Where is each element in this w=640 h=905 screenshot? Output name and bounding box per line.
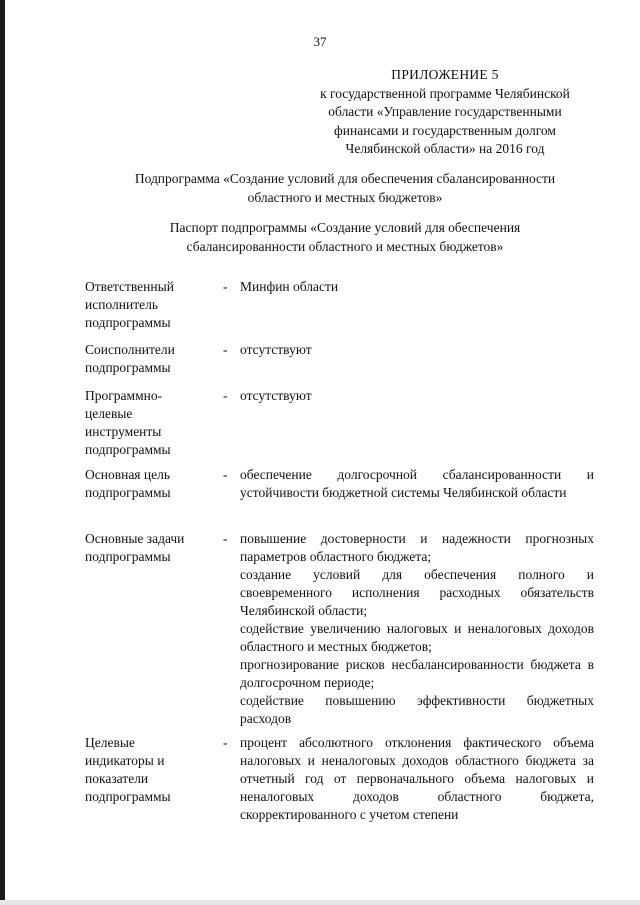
passport-title-line: сбалансированности областного и местных бюджетов» bbox=[186, 238, 504, 254]
row-dash: - bbox=[223, 342, 228, 357]
row-label-main-goal bbox=[85, 466, 215, 502]
value-paragraph: содействие увеличению налоговых и неналоговых доходов областного и местных бюджетов; bbox=[240, 621, 594, 654]
row-value-main-tasks bbox=[240, 530, 594, 728]
row-label-coexecutors bbox=[85, 341, 215, 377]
label-line: подпрограммы bbox=[85, 789, 171, 804]
subprogram-title-line: Подпрограмма «Создание условий для обеспечения сбалансированности bbox=[134, 171, 556, 186]
row-value-responsible bbox=[240, 278, 594, 296]
row-label-instruments bbox=[85, 387, 215, 459]
scan-left-edge bbox=[0, 0, 5, 905]
row-label-responsible bbox=[85, 278, 215, 332]
label-line: подпрограммы bbox=[85, 360, 171, 375]
appendix-title: ПРИЛОЖЕНИЕ 5 bbox=[391, 67, 499, 82]
row-dash: - bbox=[223, 388, 228, 403]
label-line: исполнитель bbox=[85, 297, 158, 312]
appendix-line: области «Управление государственными bbox=[328, 104, 562, 119]
row-value-main-goal bbox=[240, 466, 594, 502]
row-value-coexecutors bbox=[240, 341, 594, 359]
row-value-instruments bbox=[240, 387, 594, 405]
label-line: показатели bbox=[85, 771, 149, 786]
row-dash: - bbox=[223, 735, 228, 750]
row-dash: - bbox=[223, 279, 228, 294]
row-label-main-tasks bbox=[85, 530, 215, 566]
label-line: Ответственный bbox=[85, 279, 174, 294]
value-paragraph: обеспечение долгосрочной сбалансированности и устойчивости бюджетной системы Челябинской области bbox=[240, 467, 594, 500]
appendix-line: Челябинской области» на 2016 год bbox=[345, 141, 545, 156]
value-paragraph: Минфин области bbox=[240, 279, 339, 294]
passport-title bbox=[95, 219, 595, 256]
label-line: подпрограммы bbox=[85, 549, 171, 564]
label-line: Целевые bbox=[85, 735, 135, 750]
appendix-line: к государственной программе Челябинской bbox=[320, 85, 570, 101]
value-paragraph: процент абсолютного отклонения фактического объема налоговых и неналоговых доходов областного бюджета за отчетный год от первоначального объема налоговых и неналоговых доходов областного бюджета, скорректированного с учетом степени bbox=[240, 735, 594, 822]
value-paragraph: отсутствуют bbox=[240, 388, 312, 403]
appendix-line: финансами и государственным долгом bbox=[334, 122, 556, 138]
passport-title-line: Паспорт подпрограммы «Создание условий для обеспечения bbox=[169, 220, 521, 235]
page-number: 37 bbox=[313, 34, 327, 49]
label-line: Соисполнители bbox=[85, 342, 175, 357]
label-line: Программно- bbox=[85, 388, 163, 403]
label-line: Основные задачи bbox=[85, 531, 185, 546]
label-line: целевые bbox=[85, 406, 133, 421]
subprogram-title-line: областного и местных бюджетов» bbox=[247, 189, 443, 205]
row-value-indicators bbox=[240, 734, 594, 824]
value-paragraph: прогнозирование рисков несбалансированности бюджета в долгосрочном периоде; bbox=[240, 657, 594, 690]
label-line: индикаторы и bbox=[85, 753, 165, 768]
value-paragraph: повышение достоверности и надежности прогнозных параметров областного бюджета; bbox=[240, 531, 594, 564]
subprogram-title bbox=[95, 170, 595, 207]
scan-bottom-edge bbox=[0, 900, 640, 905]
value-paragraph: отсутствуют bbox=[240, 342, 312, 357]
row-label-indicators bbox=[85, 734, 215, 806]
label-line: Основная цель bbox=[85, 467, 171, 482]
label-line: подпрограммы bbox=[85, 485, 171, 500]
value-paragraph: содействие повышению эффективности бюджетных расходов bbox=[240, 693, 594, 726]
label-line: подпрограммы bbox=[85, 442, 171, 457]
row-dash: - bbox=[223, 531, 228, 546]
label-line: подпрограммы bbox=[85, 315, 171, 330]
label-line: инструменты bbox=[85, 424, 162, 439]
value-paragraph: создание условий для обеспечения полного и своевременного исполнения расходных обязательств Челябинской области; bbox=[240, 567, 594, 618]
appendix-header bbox=[300, 66, 590, 159]
row-dash: - bbox=[223, 467, 228, 482]
